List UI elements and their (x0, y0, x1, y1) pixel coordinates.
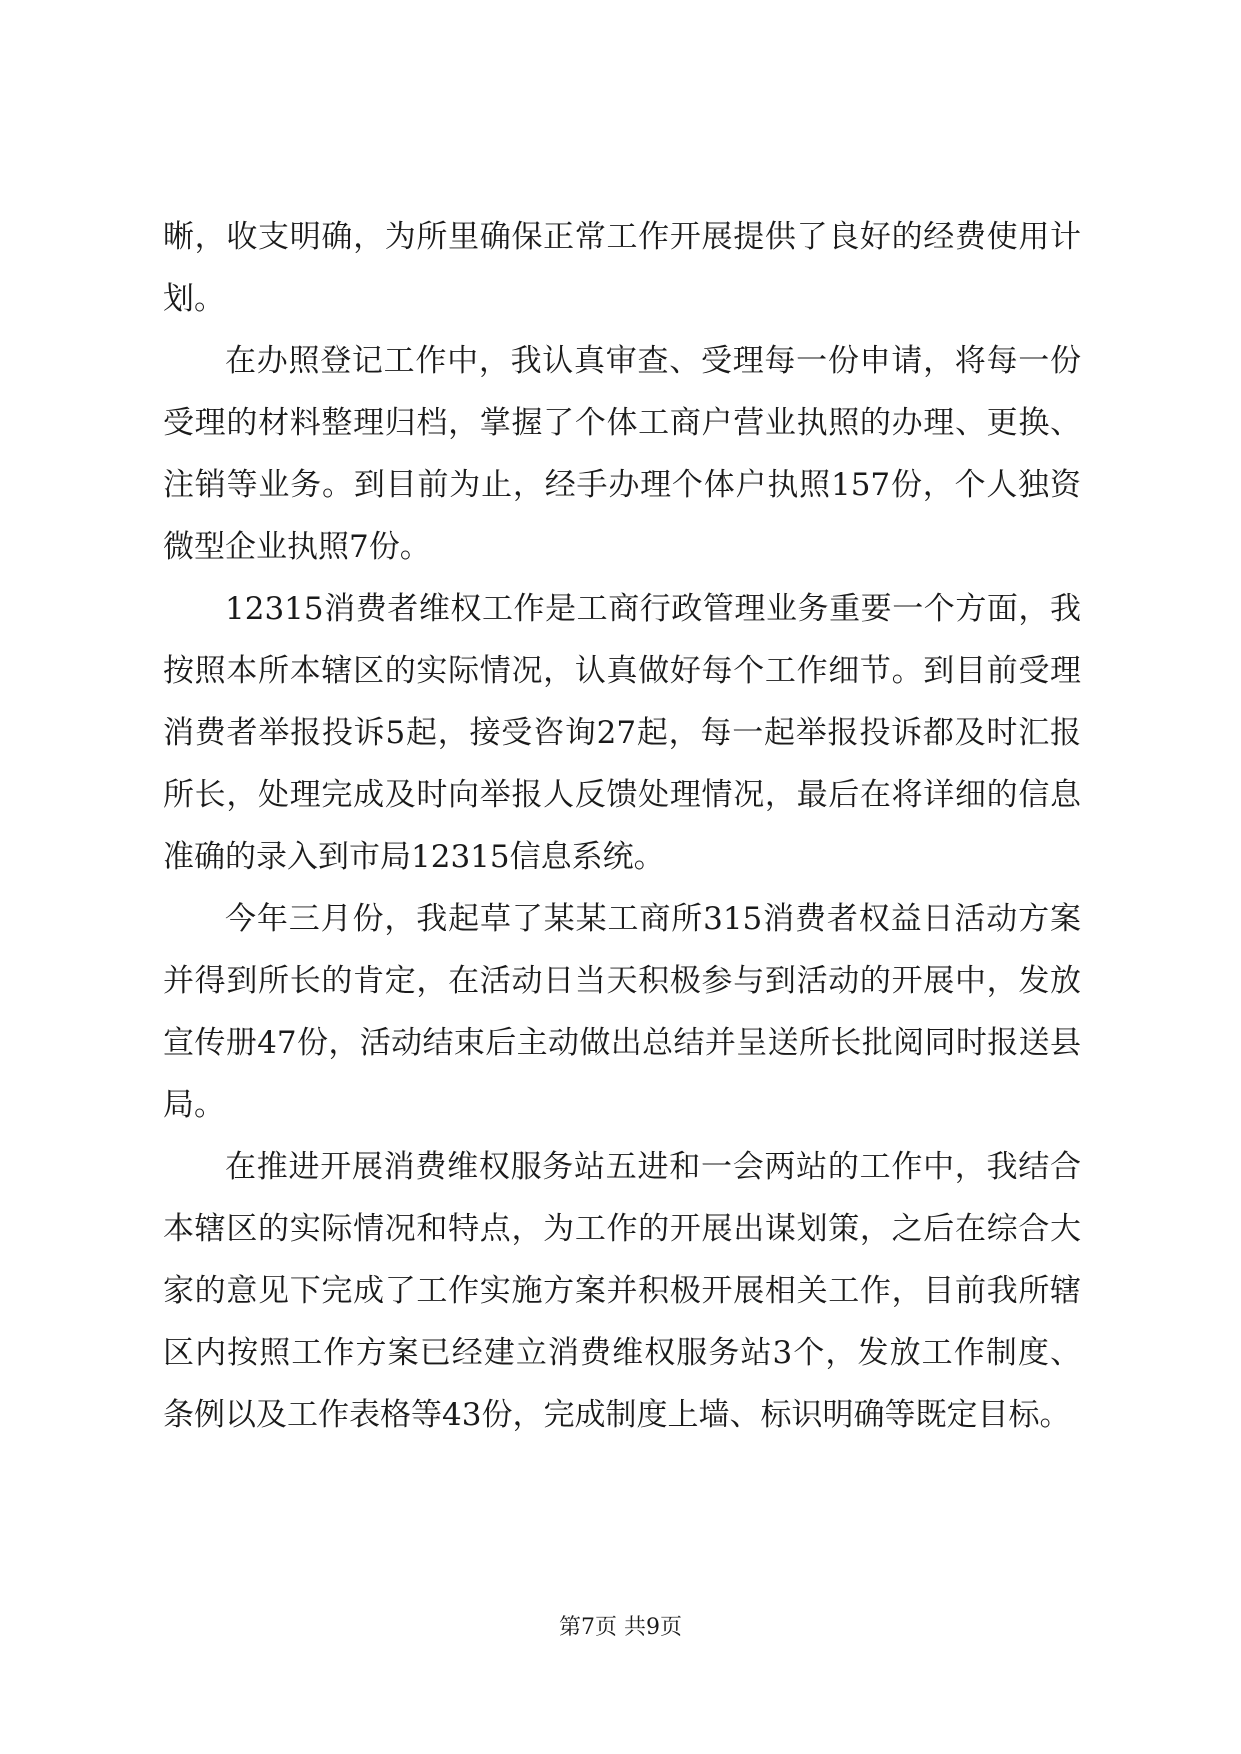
paragraph-4: 今年三月份，我起草了某某工商所315消费者权益日活动方案并得到所长的肯定，在活动日当天积极参与到活动的开展中，发放宣传册47份，活动结束后主动做出总结并呈送所长批阅同时报送县局。 (163, 901, 1081, 1123)
paragraph-3: 12315消费者维权工作是工商行政管理业务重要一个方面，我按照本所本辖区的实际情况，认真做好每个工作细节。到目前受理消费者举报投诉5起，接受咨询27起，每一起举报投诉都及时汇报所长，处理完成及时向举报人反馈处理情况，最后在将详细的信息准确的录入到市局12315信息系统。 (163, 591, 1081, 875)
paragraph-2: 在办照登记工作中，我认真审查、受理每一份申请，将每一份受理的材料整理归档，掌握了个体工商户营业执照的办理、更换、注销等业务。到目前为止，经手办理个体户执照157份，个人独资微型企业执照7份。 (163, 343, 1081, 565)
page-footer (0, 1613, 1241, 1643)
paragraph-1: 晰，收支明确，为所里确保正常工作开展提供了良好的经费使用计划。 (163, 219, 1081, 317)
paragraph-5: 在推进开展消费维权服务站五进和一会两站的工作中，我结合本辖区的实际情况和特点，为工作的开展出谋划策，之后在综合大家的意见下完成了工作实施方案并积极开展相关工作，目前我所辖区内按照工作方案已经建立消费维权服务站3个，发放工作制度、条例以及工作表格等43份，完成制度上墙、标识明确等既定目标。 (163, 1149, 1081, 1433)
document-body (163, 206, 1081, 1446)
page-number-label: 第7页 共9页 (559, 1615, 682, 1640)
